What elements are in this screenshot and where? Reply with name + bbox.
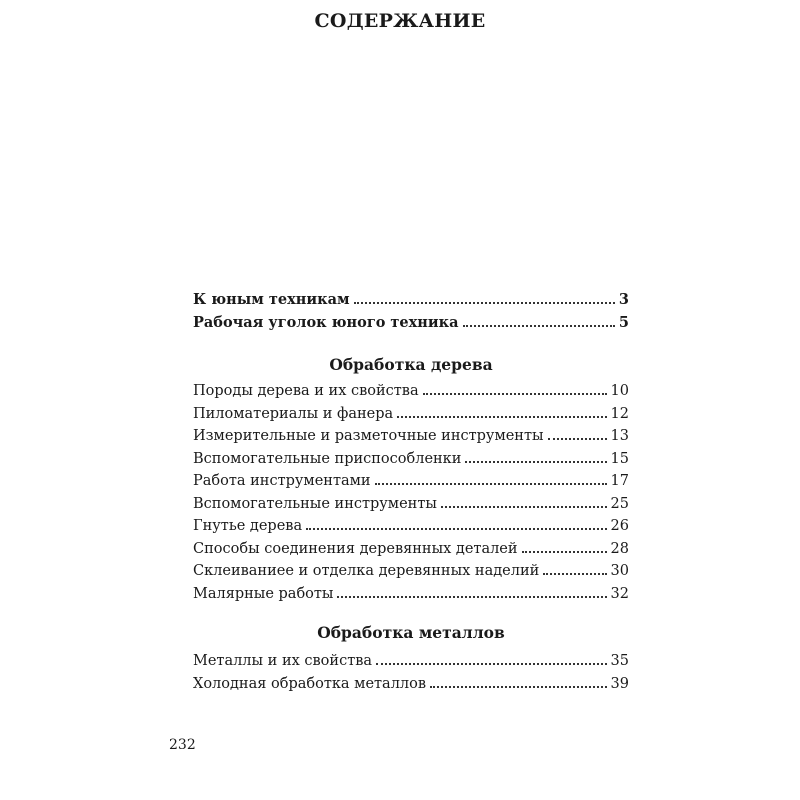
intro-entries: [193, 289, 629, 334]
dot-leader: [441, 506, 607, 508]
dot-leader: [423, 393, 607, 395]
toc-entry-label: Работа инструментами: [193, 473, 371, 489]
section-wood: [193, 353, 629, 377]
dot-leader: [397, 416, 606, 418]
toc-entry-page: 10: [610, 383, 629, 399]
toc-entry[interactable]: [193, 403, 629, 426]
toc-entry-page: 17: [610, 473, 629, 489]
dot-leader: [548, 438, 607, 440]
metal-entries: [193, 650, 629, 695]
toc-entry-page: 35: [610, 653, 629, 669]
dot-leader: [522, 551, 607, 553]
dot-leader: [463, 325, 615, 327]
page-number: 232: [169, 737, 196, 753]
toc-entry[interactable]: [193, 493, 629, 516]
dot-leader: [337, 596, 606, 598]
toc-entry-page: 28: [610, 540, 629, 557]
section-metal: [193, 621, 629, 645]
toc-entry[interactable]: [193, 289, 629, 312]
dot-leader: [354, 302, 615, 304]
section-heading-wood: Обработка дерева: [329, 355, 493, 374]
toc-entry[interactable]: [193, 470, 629, 493]
toc-entry-label: Холодная обработка металлов: [193, 675, 427, 692]
toc-entry-label: Пиломатериалы и фанера: [193, 405, 394, 422]
toc-entry-label: Способы соединения деревянных деталей: [193, 540, 518, 557]
toc-entry-page: 12: [610, 405, 629, 422]
toc-entry-label: Малярные работы: [193, 585, 334, 602]
toc-entry-label: Измерительные и разметочные инструменты: [193, 428, 544, 444]
toc-entry-label: Вспомогательные инструменты: [193, 495, 437, 512]
dot-leader: [376, 663, 607, 665]
toc-entry[interactable]: [193, 425, 629, 448]
dot-leader: [465, 461, 606, 463]
toc-entry-page: 32: [610, 585, 629, 602]
page-title: СОДЕРЖАНИЕ: [314, 10, 486, 32]
toc-entry-label: Рабочая уголок юного техника: [193, 313, 459, 331]
toc-entry-label: Вспомогательные приспособленки: [193, 450, 462, 467]
toc-entry[interactable]: [193, 560, 629, 583]
toc-entry-page: 15: [610, 450, 629, 467]
toc-entry-page: 39: [610, 675, 629, 692]
toc-entry-label: Гнутье дерева: [193, 518, 303, 534]
toc-entry[interactable]: [193, 583, 629, 606]
toc-entry-label: Склеиваниее и отделка деревянных наделий: [193, 563, 540, 579]
dot-leader: [306, 528, 606, 530]
toc-entry[interactable]: [193, 312, 629, 335]
toc-entry[interactable]: [193, 448, 629, 471]
toc-entry-page: 26: [610, 518, 629, 534]
toc-entry-page: 30: [610, 563, 629, 579]
toc-entry-page: 3: [618, 291, 629, 308]
wood-entries: [193, 380, 629, 605]
section-heading-metal: Обработка металлов: [317, 623, 505, 642]
dot-leader: [543, 573, 606, 575]
toc-entry[interactable]: [193, 380, 629, 403]
toc-entry-label: К юным техникам: [193, 291, 350, 308]
toc-entry[interactable]: [193, 650, 629, 673]
toc-entry-page: 25: [610, 495, 629, 512]
dot-leader: [430, 686, 607, 688]
toc-entry-page: 5: [618, 313, 629, 331]
toc-entry[interactable]: [193, 538, 629, 561]
toc-entry[interactable]: [193, 515, 629, 538]
toc-entry-page: 13: [610, 428, 629, 444]
toc-entry-label: Металлы и их свойства: [193, 653, 373, 669]
dot-leader: [375, 483, 607, 485]
toc-entry[interactable]: [193, 673, 629, 696]
toc-entry-label: Породы дерева и их свойства: [193, 383, 419, 399]
